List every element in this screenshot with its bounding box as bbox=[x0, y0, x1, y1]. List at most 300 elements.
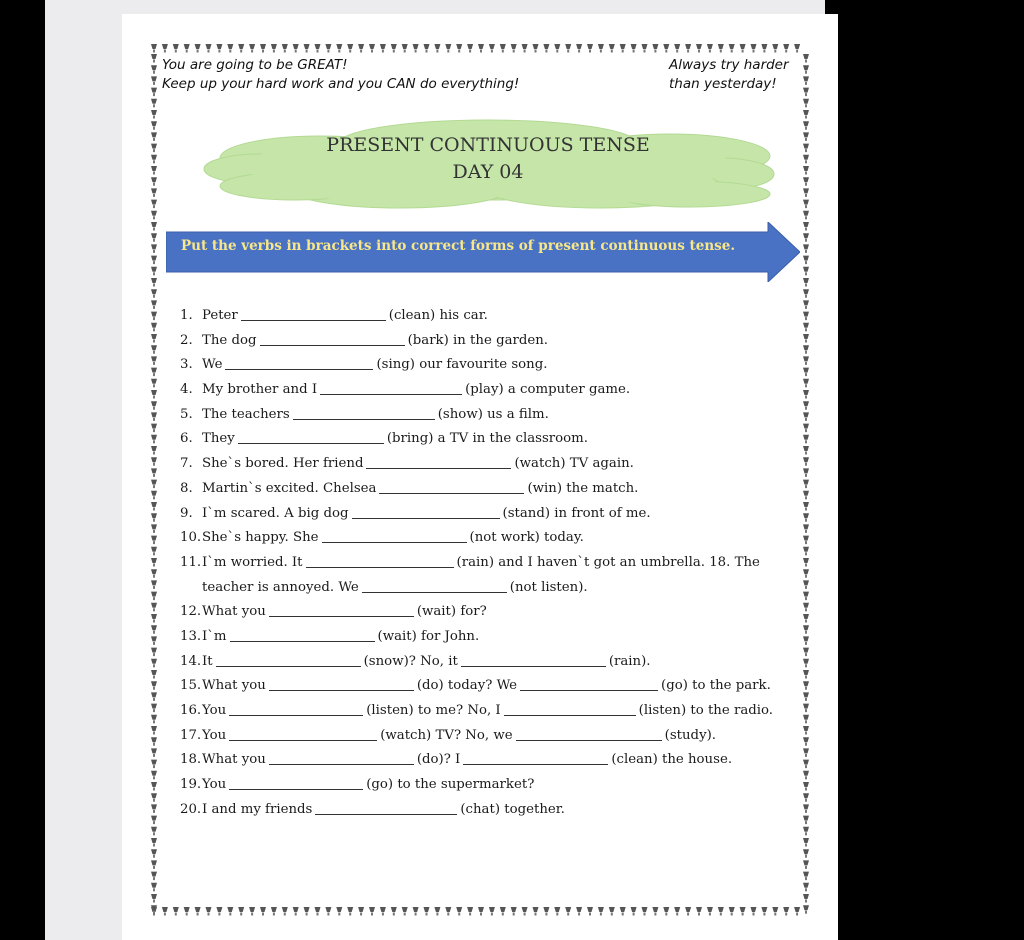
bulb-icon bbox=[803, 132, 809, 141]
exercise-text: The teachers bbox=[202, 406, 290, 422]
bulb-icon bbox=[336, 907, 342, 916]
bulb-icon bbox=[151, 558, 157, 567]
exercise-number: 4. bbox=[180, 382, 193, 398]
answer-blank[interactable] bbox=[269, 676, 414, 691]
answer-blank[interactable] bbox=[366, 454, 511, 469]
bulb-icon bbox=[803, 267, 809, 276]
exercise-text: (show) us a film. bbox=[437, 406, 549, 422]
bulb-icon bbox=[533, 44, 539, 53]
bulb-icon bbox=[674, 907, 680, 916]
bulb-icon bbox=[803, 424, 809, 433]
bulb-icon bbox=[369, 907, 375, 916]
bulb-icon bbox=[402, 44, 408, 53]
bulb-icon bbox=[151, 480, 157, 489]
bulb-icon bbox=[652, 44, 658, 53]
bulb-icon bbox=[663, 44, 669, 53]
bulb-icon bbox=[151, 547, 157, 556]
bulb-icon bbox=[151, 177, 157, 186]
bulb-icon bbox=[238, 44, 244, 53]
bulb-icon bbox=[151, 110, 157, 119]
bulb-icon bbox=[803, 827, 809, 836]
bulb-icon bbox=[803, 737, 809, 746]
bulb-icon bbox=[740, 907, 746, 916]
bulb-icon bbox=[511, 907, 517, 916]
bulb-icon bbox=[151, 256, 157, 265]
exercise-item bbox=[180, 699, 800, 724]
bulb-icon bbox=[803, 65, 809, 74]
answer-blank[interactable] bbox=[230, 627, 375, 642]
exercise-item bbox=[180, 502, 800, 527]
bulb-icon bbox=[445, 907, 451, 916]
exercise-text: (listen) to the radio. bbox=[638, 703, 774, 718]
bulb-icon bbox=[543, 907, 549, 916]
bulb-icon bbox=[151, 838, 157, 847]
bulb-icon bbox=[151, 200, 157, 209]
bulb-icon bbox=[315, 44, 321, 53]
answer-blank[interactable] bbox=[229, 775, 363, 790]
bulb-icon bbox=[151, 491, 157, 500]
bulb-icon bbox=[803, 312, 809, 321]
exercise-text: (rain) and I haven`t got an umbrella. 18. The bbox=[456, 554, 760, 570]
exercise-number: 20. bbox=[180, 801, 202, 817]
bulb-icon bbox=[151, 457, 157, 466]
bulb-icon bbox=[151, 44, 157, 53]
answer-blank[interactable] bbox=[379, 479, 524, 494]
bulb-icon bbox=[642, 907, 648, 916]
answer-blank[interactable] bbox=[269, 750, 414, 765]
bulb-icon bbox=[803, 435, 809, 444]
motto-left-line-2: Keep up your hard work and you CAN do everything! bbox=[162, 76, 520, 92]
bulb-icon bbox=[151, 121, 157, 130]
bulb-icon bbox=[803, 256, 809, 265]
bulb-icon bbox=[325, 907, 331, 916]
bulb-icon bbox=[642, 44, 648, 53]
exercise-item bbox=[180, 551, 800, 576]
bulb-icon bbox=[803, 211, 809, 220]
exercise-item bbox=[180, 452, 800, 477]
answer-blank[interactable] bbox=[260, 331, 405, 346]
bulb-icon bbox=[620, 44, 626, 53]
exercise-number: 9. bbox=[180, 505, 193, 521]
bulb-icon bbox=[347, 907, 353, 916]
exercise-item bbox=[180, 526, 800, 551]
bulb-icon bbox=[151, 771, 157, 780]
exercise-item bbox=[180, 329, 800, 354]
bulb-icon bbox=[478, 907, 484, 916]
bulb-icon bbox=[803, 244, 809, 253]
bulb-icon bbox=[803, 580, 809, 589]
answer-blank[interactable] bbox=[463, 750, 608, 765]
bulb-icon bbox=[609, 907, 615, 916]
bulb-icon bbox=[151, 244, 157, 253]
exercise-item bbox=[180, 650, 800, 675]
bulb-icon bbox=[151, 435, 157, 444]
exercise-text: What you bbox=[202, 604, 266, 620]
bulb-icon bbox=[184, 907, 190, 916]
exercise-text: (wait) for John. bbox=[377, 628, 480, 644]
bulb-icon bbox=[151, 188, 157, 197]
answer-blank[interactable] bbox=[516, 726, 662, 741]
exercise-text: (wait) for? bbox=[416, 604, 487, 620]
bulb-icon bbox=[151, 88, 157, 97]
bulb-icon bbox=[151, 659, 157, 668]
bulb-icon bbox=[151, 614, 157, 623]
answer-blank[interactable] bbox=[225, 355, 373, 370]
bulb-icon bbox=[151, 144, 157, 153]
exercise-number: 6. bbox=[180, 431, 193, 447]
bulb-icon bbox=[380, 907, 386, 916]
bulb-icon bbox=[707, 44, 713, 53]
bulb-icon bbox=[173, 44, 179, 53]
exercise-text: (not listen). bbox=[509, 579, 588, 595]
bulb-icon bbox=[467, 907, 473, 916]
exercise-number: 13. bbox=[180, 628, 202, 644]
bulb-icon bbox=[260, 44, 266, 53]
bulb-icon bbox=[803, 54, 809, 63]
bulb-icon bbox=[565, 44, 571, 53]
exercise-text: (snow)? No, it bbox=[363, 653, 458, 669]
bulb-icon bbox=[162, 44, 168, 53]
answer-blank[interactable] bbox=[520, 676, 658, 691]
bulb-icon bbox=[554, 907, 560, 916]
bulb-icon bbox=[554, 44, 560, 53]
exercise-item bbox=[180, 304, 800, 329]
bulb-icon bbox=[293, 44, 299, 53]
bulb-icon bbox=[803, 222, 809, 231]
bulb-icon bbox=[315, 907, 321, 916]
exercise-text: My brother and I bbox=[202, 382, 318, 398]
bulb-icon bbox=[489, 907, 495, 916]
bulb-icon bbox=[803, 849, 809, 858]
bulb-icon bbox=[336, 44, 342, 53]
exercise-item bbox=[180, 724, 800, 749]
bulb-icon bbox=[803, 457, 809, 466]
exercise-item bbox=[180, 403, 800, 428]
exercise-number: 15. bbox=[180, 678, 202, 694]
bulb-icon bbox=[598, 44, 604, 53]
bulb-icon bbox=[456, 44, 462, 53]
bulb-icon bbox=[151, 827, 157, 836]
bulb-icon bbox=[803, 345, 809, 354]
bulb-icon bbox=[151, 132, 157, 141]
motto-left-line-1: You are going to be GREAT! bbox=[162, 57, 348, 73]
exercise-text: (do) today? We bbox=[416, 678, 518, 694]
exercise-text: You bbox=[202, 727, 227, 743]
bulb-icon bbox=[151, 849, 157, 858]
exercise-text: (bring) a TV in the classroom. bbox=[386, 431, 589, 447]
bulb-icon bbox=[803, 88, 809, 97]
bulb-icon bbox=[803, 76, 809, 85]
exercise-text: (clean) the house. bbox=[611, 752, 733, 768]
answer-blank[interactable] bbox=[293, 405, 435, 420]
bulb-icon bbox=[500, 44, 506, 53]
bulb-icon bbox=[195, 44, 201, 53]
bulb-icon bbox=[238, 907, 244, 916]
bulb-icon bbox=[151, 412, 157, 421]
exercise-number: 17. bbox=[180, 727, 202, 743]
bulb-icon bbox=[598, 907, 604, 916]
bulb-icon bbox=[803, 144, 809, 153]
bulb-icon bbox=[803, 323, 809, 332]
exercise-text: The dog bbox=[202, 332, 257, 348]
exercise-text: (study). bbox=[664, 727, 716, 743]
bulb-icon bbox=[803, 166, 809, 175]
exercise-item bbox=[180, 576, 800, 601]
exercise-text: What you bbox=[202, 678, 266, 694]
bulb-icon bbox=[803, 816, 809, 825]
answer-blank[interactable] bbox=[315, 800, 457, 815]
exercise-text: (rain). bbox=[608, 653, 651, 669]
exercise-text: (play) a computer game. bbox=[465, 382, 631, 398]
answer-blank[interactable] bbox=[322, 528, 467, 543]
bulb-icon bbox=[803, 379, 809, 388]
bulb-icon bbox=[151, 502, 157, 511]
title-main: PRESENT CONTINUOUS TENSE bbox=[326, 134, 650, 156]
bulb-icon bbox=[151, 737, 157, 746]
bulb-icon bbox=[576, 907, 582, 916]
bulb-icon bbox=[587, 44, 593, 53]
exercise-number: 14. bbox=[180, 653, 202, 669]
bulb-icon bbox=[151, 289, 157, 298]
exercise-text: You bbox=[202, 703, 227, 718]
bulb-icon bbox=[293, 907, 299, 916]
exercise-item bbox=[180, 353, 800, 378]
bulb-icon bbox=[803, 155, 809, 164]
exercise-text: (clean) his car. bbox=[388, 308, 488, 323]
answer-blank[interactable] bbox=[229, 701, 363, 716]
bulb-icon bbox=[151, 569, 157, 578]
bulb-icon bbox=[173, 907, 179, 916]
bulb-icon bbox=[402, 907, 408, 916]
title-box bbox=[200, 132, 776, 186]
bulb-icon bbox=[772, 44, 778, 53]
bulb-icon bbox=[718, 44, 724, 53]
exercise-text: You bbox=[202, 777, 227, 793]
bulb-icon bbox=[304, 907, 310, 916]
bulb-icon bbox=[151, 446, 157, 455]
bulb-icon bbox=[151, 816, 157, 825]
answer-blank[interactable] bbox=[238, 429, 384, 444]
exercise-item bbox=[180, 748, 800, 773]
bulb-icon bbox=[803, 558, 809, 567]
exercise-item bbox=[180, 427, 800, 452]
bulb-icon bbox=[631, 44, 637, 53]
bulb-icon bbox=[151, 155, 157, 164]
bulb-icon bbox=[803, 715, 809, 724]
bulb-icon bbox=[803, 536, 809, 545]
bulb-icon bbox=[151, 592, 157, 601]
bulb-icon bbox=[803, 804, 809, 813]
exercise-text: (do)? I bbox=[416, 752, 461, 768]
exercise-number: 3. bbox=[180, 357, 193, 373]
bulb-icon bbox=[609, 44, 615, 53]
bulb-icon bbox=[347, 44, 353, 53]
bulb-icon bbox=[151, 76, 157, 85]
bulb-icon bbox=[151, 715, 157, 724]
motto-right-line-2: than yesterday! bbox=[669, 76, 777, 92]
bulb-icon bbox=[369, 44, 375, 53]
exercise-number: 16. bbox=[180, 703, 202, 718]
bulb-icon bbox=[151, 883, 157, 892]
bulb-icon bbox=[803, 480, 809, 489]
bulb-icon bbox=[652, 907, 658, 916]
bulb-icon bbox=[803, 513, 809, 522]
bulb-icon bbox=[803, 771, 809, 780]
bulb-icon bbox=[803, 748, 809, 757]
bulb-icon bbox=[434, 907, 440, 916]
answer-blank[interactable] bbox=[216, 652, 361, 667]
bulb-icon bbox=[380, 44, 386, 53]
bulb-icon bbox=[424, 907, 430, 916]
bulb-icon bbox=[500, 907, 506, 916]
bulb-icon bbox=[803, 524, 809, 533]
bulb-icon bbox=[151, 356, 157, 365]
bulb-icon bbox=[151, 681, 157, 690]
bulb-icon bbox=[282, 44, 288, 53]
exercise-number: 8. bbox=[180, 480, 193, 496]
bulb-icon bbox=[751, 907, 757, 916]
bulb-icon bbox=[151, 625, 157, 634]
bulb-icon bbox=[391, 44, 397, 53]
bulb-icon bbox=[151, 872, 157, 881]
bulb-icon bbox=[304, 44, 310, 53]
bulb-icon bbox=[803, 502, 809, 511]
bulb-icon bbox=[729, 44, 735, 53]
answer-blank[interactable] bbox=[362, 578, 507, 593]
answer-blank[interactable] bbox=[241, 306, 386, 321]
bulb-icon bbox=[803, 894, 809, 903]
exercise-text: It bbox=[202, 653, 213, 669]
bulb-icon bbox=[216, 44, 222, 53]
answer-blank[interactable] bbox=[306, 553, 454, 568]
bulb-icon bbox=[794, 44, 800, 53]
bulb-icon bbox=[803, 636, 809, 645]
exercise-text: (chat) together. bbox=[460, 801, 565, 817]
bulb-icon bbox=[803, 603, 809, 612]
bulb-icon bbox=[761, 907, 767, 916]
bulb-icon bbox=[151, 760, 157, 769]
bulb-icon bbox=[424, 44, 430, 53]
bulb-icon bbox=[151, 782, 157, 791]
exercise-text: I and my friends bbox=[202, 801, 313, 817]
bulb-icon bbox=[803, 569, 809, 578]
bulb-icon bbox=[151, 401, 157, 410]
bulb-icon bbox=[151, 748, 157, 757]
bulb-icon bbox=[151, 54, 157, 63]
bulb-icon bbox=[783, 907, 789, 916]
answer-blank[interactable] bbox=[461, 652, 606, 667]
bulb-icon bbox=[467, 44, 473, 53]
exercise-text: (listen) to me? No, I bbox=[366, 703, 501, 718]
bulb-icon bbox=[151, 323, 157, 332]
answer-blank[interactable] bbox=[504, 701, 636, 716]
bulb-icon bbox=[803, 692, 809, 701]
bulb-icon bbox=[151, 670, 157, 679]
bulb-icon bbox=[685, 44, 691, 53]
bulb-icon bbox=[282, 907, 288, 916]
exercise-text: They bbox=[202, 431, 235, 447]
bulb-icon bbox=[803, 648, 809, 657]
bulb-icon bbox=[151, 379, 157, 388]
exercise-text: I`m bbox=[202, 628, 227, 644]
answer-blank[interactable] bbox=[320, 380, 462, 395]
bulb-icon bbox=[151, 580, 157, 589]
exercise-text: I`m scared. A big dog bbox=[202, 505, 349, 521]
bulb-icon bbox=[761, 44, 767, 53]
bulb-icon bbox=[227, 907, 233, 916]
bulb-icon bbox=[151, 860, 157, 869]
bulb-icon bbox=[803, 860, 809, 869]
bulb-icon bbox=[696, 44, 702, 53]
exercise-text: We bbox=[202, 357, 223, 373]
bulb-icon bbox=[151, 424, 157, 433]
exercise-item bbox=[180, 798, 800, 823]
bulb-icon bbox=[620, 907, 626, 916]
bulb-icon bbox=[522, 907, 528, 916]
bulb-icon bbox=[803, 760, 809, 769]
bulb-icon bbox=[184, 44, 190, 53]
bulb-icon bbox=[707, 907, 713, 916]
title-day: DAY 04 bbox=[452, 161, 524, 183]
bulb-icon bbox=[772, 907, 778, 916]
bulb-icon bbox=[565, 907, 571, 916]
answer-blank[interactable] bbox=[352, 504, 500, 519]
answer-blank[interactable] bbox=[229, 726, 377, 741]
exercise-number: 10. bbox=[180, 530, 202, 546]
exercise-text: Martin`s excited. Chelsea bbox=[202, 480, 377, 496]
exercise-item bbox=[180, 625, 800, 650]
bulb-icon bbox=[803, 188, 809, 197]
bulb-icon bbox=[151, 804, 157, 813]
exercise-number: 12. bbox=[180, 604, 202, 620]
bulb-icon bbox=[751, 44, 757, 53]
bulb-icon bbox=[151, 334, 157, 343]
bulb-icon bbox=[803, 368, 809, 377]
bulb-icon bbox=[151, 603, 157, 612]
bulb-icon bbox=[151, 65, 157, 74]
bulb-icon bbox=[803, 872, 809, 881]
bulb-icon bbox=[803, 177, 809, 186]
bulb-icon bbox=[803, 670, 809, 679]
bulb-icon bbox=[522, 44, 528, 53]
exercise-text: (go) to the park. bbox=[661, 678, 771, 694]
answer-blank[interactable] bbox=[269, 602, 414, 617]
motto-right-line-1: Always try harder bbox=[669, 57, 789, 73]
bulb-icon bbox=[783, 44, 789, 53]
exercise-text: (sing) our favourite song. bbox=[376, 357, 548, 373]
bulb-icon bbox=[151, 233, 157, 242]
bulb-icon bbox=[803, 99, 809, 108]
exercise-text: She`s happy. She bbox=[202, 530, 319, 546]
bulb-icon bbox=[151, 704, 157, 713]
bulb-icon bbox=[740, 44, 746, 53]
bulb-icon bbox=[151, 692, 157, 701]
bulb-icon bbox=[456, 907, 462, 916]
bulb-icon bbox=[151, 894, 157, 903]
exercise-text: She`s bored. Her friend bbox=[202, 456, 364, 472]
exercise-text: (go) to the supermarket? bbox=[366, 777, 535, 793]
exercise-item bbox=[180, 477, 800, 502]
worksheet-page bbox=[122, 14, 838, 940]
bulb-icon bbox=[674, 44, 680, 53]
bulb-icon bbox=[162, 907, 168, 916]
exercise-text: (watch) TV? No, we bbox=[380, 727, 513, 743]
exercise-text: Peter bbox=[202, 308, 238, 323]
exercise-number: 19. bbox=[180, 777, 202, 793]
bulb-icon bbox=[803, 491, 809, 500]
bulb-icon bbox=[803, 121, 809, 130]
exercise-number: 2. bbox=[180, 332, 193, 348]
